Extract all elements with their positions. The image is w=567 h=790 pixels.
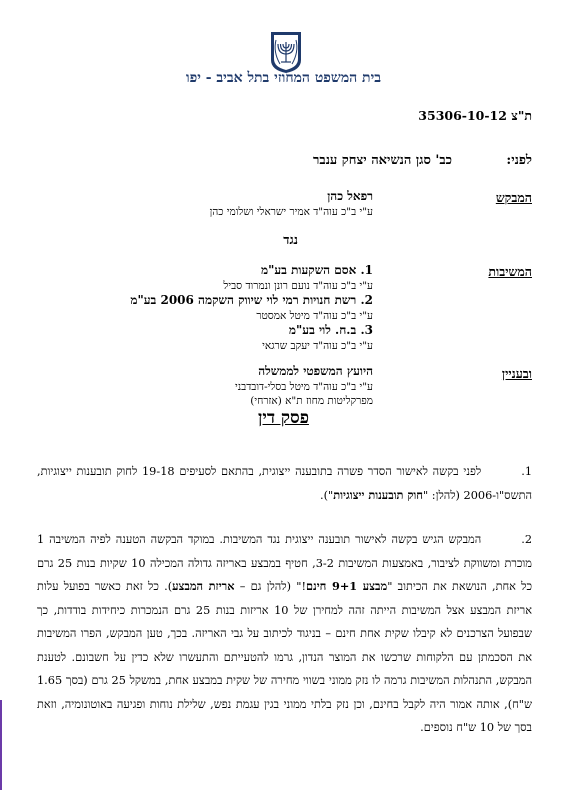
paragraph-number: 2. [521,533,532,546]
judgment-title: פסק דין [258,408,309,428]
defined-term: מבצע 9+1 חינם [305,579,388,593]
case-number: ת"צ 35306-10-12 [418,108,532,123]
paragraph-text: המבקש הגיש בקשה לאישור תובענה ייצוגית נגד המשיבות. במוקד הבקשה הטענה לפיה המשיבה 1 מוכרת ומשווקת לציבור, באמצעות המשיבות 3-2, חטיף במבצע באריזה גדולה המכילה 10 שקיות בנות 25 גרם כל אחת, הנושאת את הכיתוב " [37,533,532,593]
paragraph-2 [37,528,532,740]
respondent-1-name: 1. אסם השקעות בע"מ [260,263,373,277]
paragraph-text: "). [320,488,334,502]
respondent-2-name: 2. רשת חנויות רמי לוי שיווק השקמה 2006 בע"מ [130,293,373,307]
margin-marker [0,700,6,790]
respondent-2-counsel: ע"י ב"כ עוה"ד מיטל אמסטר [256,310,373,322]
respondent-3-name: 3. ב.ח. לוי בע"מ [288,323,373,337]
judge-name: כב' סגן הנשיאה יצחק ענבר [313,153,452,168]
applicant-name: רפאל כהן [327,189,373,203]
paragraph-text: לפני בקשה לאישור הסדר פשרה בתובענה ייצוגית, בהתאם לסעיפים 19-18 לחוק תובענות ייצוגיות, התשס"ו-2006 (להלן: " [37,465,532,502]
interested-name: היועץ המשפטי לממשלה [258,364,373,378]
respondents-label: המשיבות [488,264,532,279]
before-label: לפני: [506,153,532,168]
paragraph-text: !" (להלן גם – [234,580,306,593]
defined-term: אריזת המבצע [172,579,235,593]
interested-counsel-2: מפרקליטות מחוז ת"א (אזרחי) [250,395,373,407]
paragraph-1 [37,460,532,507]
court-name: בית המשפט המחוזי בתל אביב - יפו [186,70,381,86]
defined-term: חוק תובענות ייצוגיות [333,487,423,502]
interested-label: ובעניין [501,366,532,381]
paragraph-text: ). כל זאת כאשר בפועל עלות אריזת המבצע אצל המשיבות הייתה זהה למחירן של 10 אריזות בנות 25 גרם הנמכרות כיחידות בודדות, כך שבפועל הצרכנים לא קיבלו שקית אחת חינם – בניגוד לכיתוב על גבי האריזה. בכך, טען המבקש, הפרו המשיבות את הסכמתן עם הלקוחות שרכשו את המוצר הנדון, גרמו להטעייתם והתעשרו שלא כדין על חשבונם. לטענת המבקש, התנהלות המשיבות גרמה לו נזק ממוני בשווי מחירה של שקית במבצע אחת, במשקל 25 גרם (בסך 1.65 ש"ח), אותה אמור היה לקבל בחינם, וכן נזק בלתי ממוני בגין עגמת נפש, שלילת נוחות ופגיעה באוטונומיה, וזאת בסך של 10 ש"ח נוספים. [37,580,532,734]
state-emblem-icon [268,30,304,74]
paragraph-number: 1. [521,465,532,478]
respondent-1-counsel: ע"י ב"כ עוה"ד נועם רונן ונמרוד סביל [223,280,373,292]
versus-label: נגד [283,233,298,248]
interested-counsel-1: ע"י ב"כ עוה"ד מיטל בסלי-דובדבני [235,381,373,393]
applicant-label: המבקש [495,190,532,205]
respondent-3-counsel: ע"י ב"כ עוה"ד יעקב שרגאי [262,340,373,352]
applicant-counsel: ע"י ב"כ עוה"ד אמיר ישראלי ושלומי כהן [209,206,373,218]
